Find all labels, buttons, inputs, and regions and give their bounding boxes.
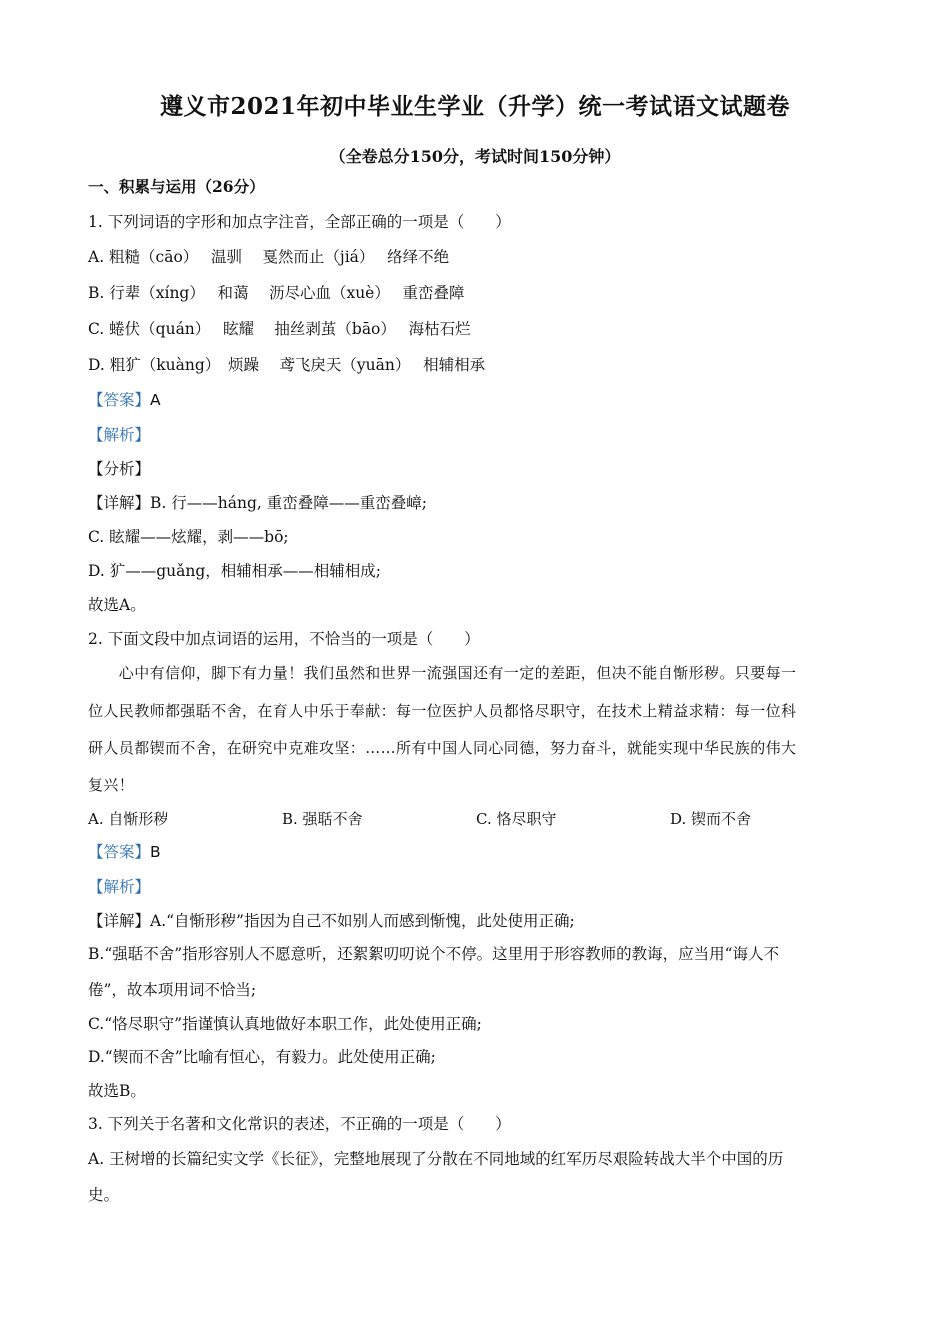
question-2-option-b: B. 强聒不舍 (282, 810, 363, 828)
answer-value: B (150, 843, 161, 861)
answer-tag: 【答案】 (88, 843, 151, 861)
answer-tag: 【答案】 (88, 391, 151, 409)
question-1-option-d: D. 粗犷（kuàng） 烦躁 鸢飞戾天（yuān） 相辅相承 (88, 356, 486, 374)
question-1-detail-line: 【详解】B. 行——háng, 重峦叠障——重峦叠嶂; (88, 494, 427, 512)
question-1-analysis-tag: 【解析】 (88, 426, 151, 444)
question-1-option-b: B. 行辈（xíng） 和蔼 沥尽心血（xuè） 重峦叠障 (88, 284, 465, 302)
question-2-detail-line: 【详解】A.“自惭形秽”指因为自己不如别人而感到惭愧，此处使用正确; (88, 912, 575, 930)
question-3-option-a-line: A. 王树增的长篇纪实文学《长征》，完整地展现了分散在不同地域的红军历尽艰险转战大半个中国的历 (88, 1150, 784, 1168)
page-title: 遵义市2021年初中毕业生学业（升学）统一考试语文试题卷 (159, 93, 790, 120)
question-2-passage-line: 复兴！ (88, 776, 135, 794)
question-2-detail-line: 故选B。 (88, 1082, 146, 1100)
question-1-detail-line: 故选A。 (88, 596, 146, 614)
question-2-passage-line: 位人民教师都强聒不舍，在育人中乐于奉献：每一位医护人员都恪尽职守，在技术上精益求精：每一位科 (88, 702, 797, 720)
question-3-option-a-line: 史。 (88, 1186, 120, 1204)
question-2-option-c: C. 恪尽职守 (476, 810, 557, 828)
question-2-stem: 2. 下面文段中加点词语的运用，不恰当的一项是（ ） (88, 630, 480, 648)
question-1-option-c: C. 蜷伏（quán） 眩耀 抽丝剥茧（bāo） 海枯石烂 (88, 320, 471, 338)
question-2-answer (88, 841, 161, 863)
question-1-option-a: A. 粗糙（cāo） 温驯 戛然而止（jiá） 络绎不绝 (88, 248, 450, 266)
question-2-detail-line: 倦”，故本项用词不恰当; (88, 981, 257, 999)
question-2-analysis-tag: 【解析】 (88, 878, 151, 896)
question-1-detail-line: C. 眩耀——炫耀，剥——bō; (88, 528, 289, 546)
answer-value: A (150, 391, 161, 409)
question-1-detail-line: D. 犷——guǎng，相辅相承——相辅相成; (88, 562, 382, 580)
question-2-detail-line: B.“强聒不舍”指形容别人不愿意听，还絮絮叨叨说个不停。这里用于形容教师的教诲，应当用“诲人不 (88, 945, 780, 963)
question-2-passage-line: 研人员都锲而不舍，在研究中克难攻坚：……所有中国人同心同德，努力奋斗，就能实现中华民族的伟大 (88, 739, 797, 757)
question-2-detail-line: D.“锲而不舍”比喻有恒心，有毅力。此处使用正确; (88, 1048, 436, 1066)
question-2-passage-line: 心中有信仰，脚下有力量！我们虽然和世界一流强国还有一定的差距，但决不能自惭形秽。只要每一 (88, 664, 797, 682)
question-1-fenxi-tag: 【分析】 (88, 460, 151, 478)
question-3-stem: 3. 下列关于名著和文化常识的表述，不正确的一项是（ ） (88, 1115, 511, 1133)
section-heading: 一、积累与运用（26分） (88, 177, 265, 196)
question-1-answer (88, 389, 161, 411)
question-1-stem: 1. 下列词语的字形和加点字注音，全部正确的一项是（ ） (88, 213, 511, 231)
question-2-detail-line: C.“恪尽职守”指谨慎认真地做好本职工作，此处使用正确; (88, 1015, 482, 1033)
page-subtitle: （全卷总分150分，考试时间150分钟） (329, 147, 621, 166)
question-2-option-a: A. 自惭形秽 (88, 810, 169, 828)
question-2-option-d: D. 锲而不舍 (670, 810, 752, 828)
